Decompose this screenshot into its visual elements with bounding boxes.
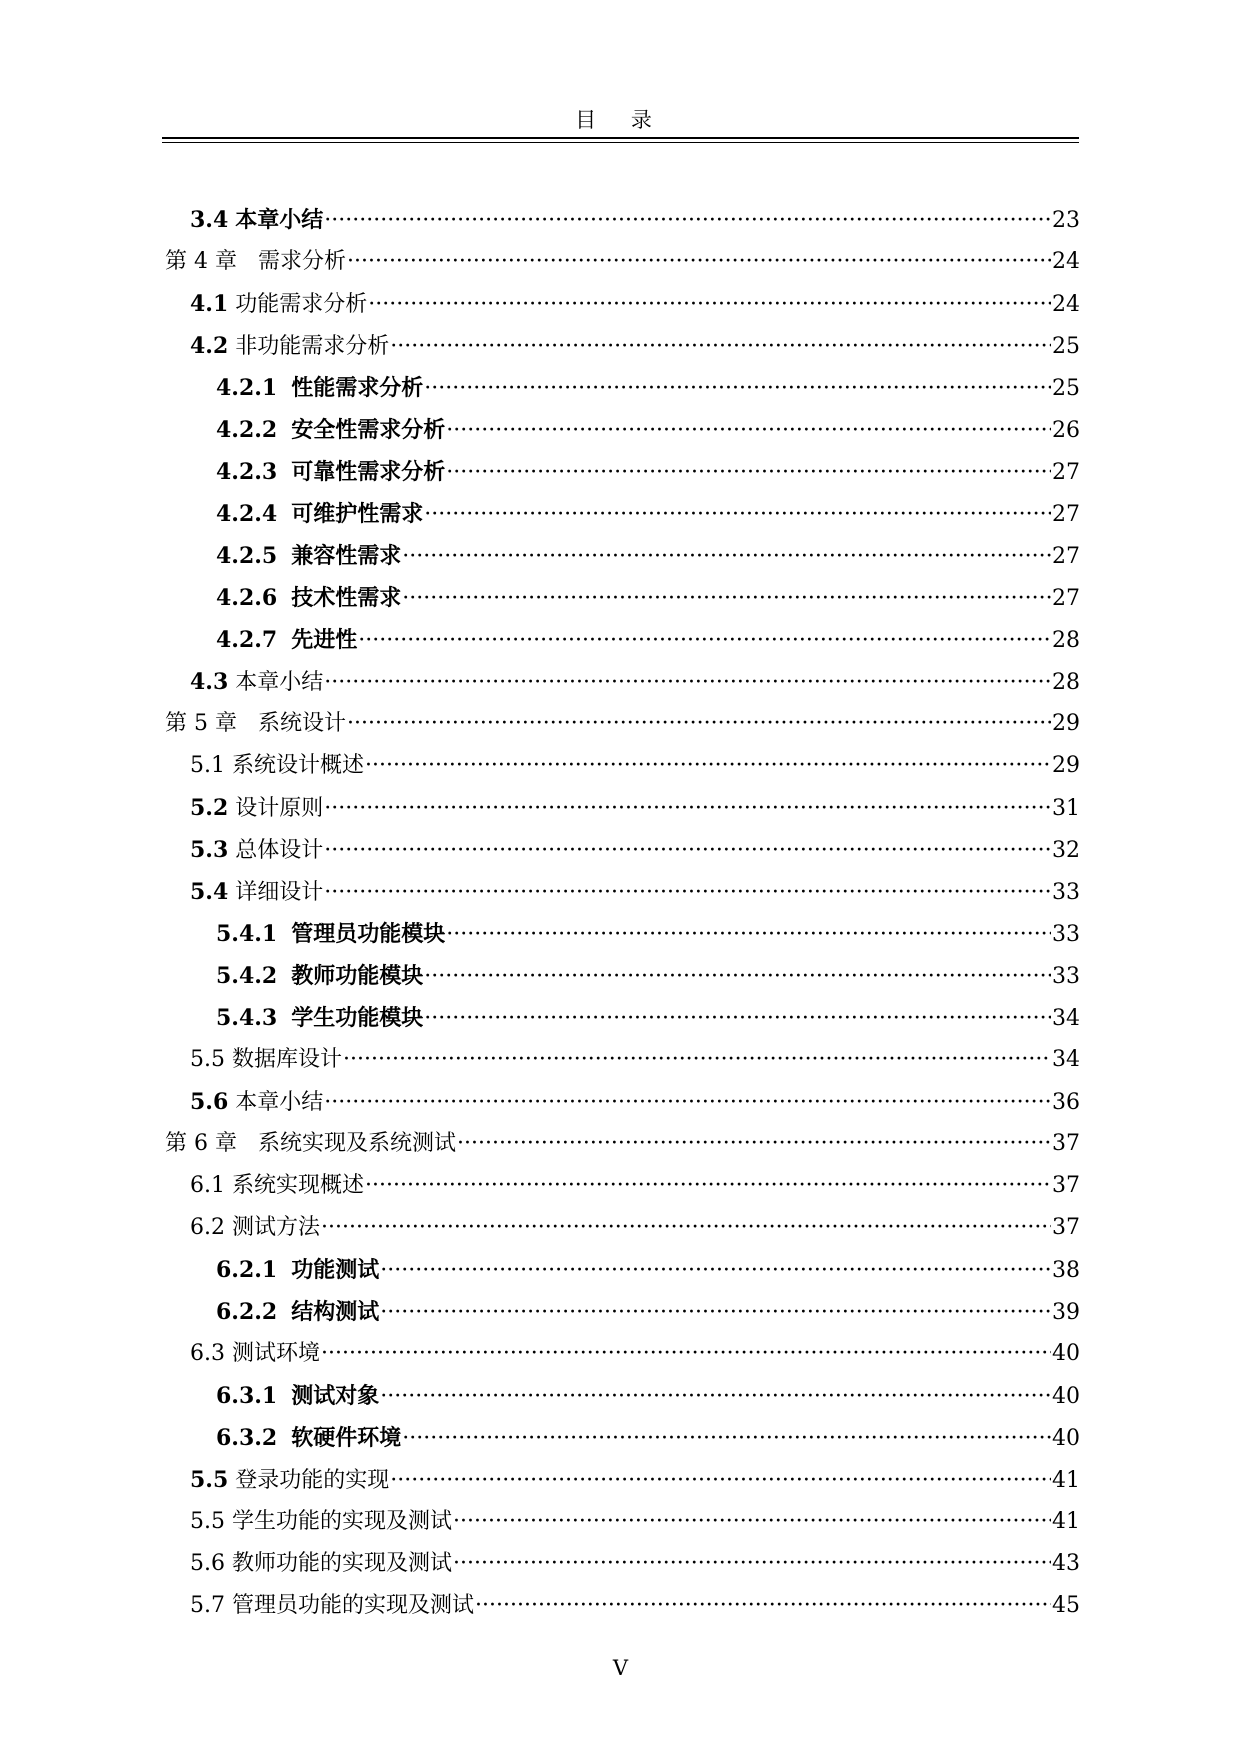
toc-entry-number: 5.3 — [190, 837, 229, 863]
toc-dot-leader — [424, 956, 1051, 998]
toc-entry-spacer — [277, 1418, 291, 1460]
toc-entry-spacer — [225, 1207, 232, 1249]
toc-entry[interactable] — [216, 535, 1080, 577]
toc-entry-spacer — [277, 494, 291, 536]
toc-dot-leader — [324, 830, 1051, 872]
toc-entry-spacer — [277, 452, 291, 494]
toc-entry-spacer — [228, 662, 235, 704]
toc-dot-leader — [365, 1165, 1051, 1207]
toc-entry-page: 37 — [1052, 1131, 1080, 1156]
toc-entry[interactable] — [190, 1165, 1080, 1207]
toc-entry-spacer — [228, 1082, 235, 1124]
toc-entry[interactable] — [216, 1291, 1080, 1333]
toc-entry[interactable] — [190, 325, 1080, 367]
toc-entry-page: 24 — [1052, 292, 1080, 317]
toc-entry[interactable] — [190, 1585, 1080, 1627]
toc-dot-leader — [324, 200, 1051, 242]
toc-entry[interactable] — [190, 1081, 1080, 1123]
toc-entry[interactable] — [190, 1333, 1080, 1375]
toc-entry-spacer — [228, 830, 235, 872]
toc-entry-number: 5.1 — [190, 753, 225, 778]
toc-entry-spacer — [277, 410, 291, 452]
toc-entry-spacer — [228, 872, 235, 914]
toc-entry-number: 第 5 章 — [165, 711, 237, 736]
toc-dot-leader — [347, 703, 1051, 745]
toc-dot-leader — [321, 1207, 1051, 1249]
toc-entry[interactable] — [190, 1459, 1080, 1501]
toc-entry-page: 26 — [1052, 418, 1080, 443]
toc-entry-spacer — [277, 536, 291, 578]
toc-entry-spacer — [228, 200, 235, 242]
toc-entry-title: 功能测试 — [291, 1257, 380, 1283]
toc-entry[interactable] — [216, 913, 1080, 955]
toc-entry-spacer — [228, 326, 235, 368]
toc-entry-spacer — [237, 703, 258, 745]
toc-entry[interactable] — [190, 1207, 1080, 1249]
toc-entry-title: 先进性 — [291, 627, 358, 653]
toc-entry[interactable] — [216, 493, 1080, 535]
toc-entry-page: 27 — [1052, 460, 1080, 485]
toc-entry-page: 23 — [1052, 208, 1080, 233]
toc-entry-page: 34 — [1052, 1006, 1080, 1031]
toc-entry-title: 需求分析 — [257, 249, 346, 274]
toc-entry-number: 6.3.2 — [216, 1425, 278, 1451]
toc-entry-spacer — [277, 1376, 291, 1418]
toc-entry-title: 系统实现及系统测试 — [257, 1131, 456, 1156]
toc-entry[interactable] — [190, 1543, 1080, 1585]
toc-entry-title: 功能需求分析 — [235, 292, 368, 317]
header-rule-thin — [162, 142, 1079, 143]
toc-entry-number: 4.2.5 — [216, 543, 278, 569]
toc-dot-leader — [453, 1543, 1051, 1585]
toc-entry[interactable] — [216, 619, 1080, 661]
toc-entry-number: 5.6 — [190, 1089, 229, 1115]
toc-entry-number: 5.2 — [190, 795, 229, 821]
toc-entry-spacer — [277, 578, 291, 620]
toc-entry-title: 安全性需求分析 — [291, 417, 446, 443]
toc-entry[interactable] — [190, 661, 1080, 703]
toc-entry-spacer — [228, 1460, 235, 1502]
toc-entry-title: 结构测试 — [291, 1299, 380, 1325]
toc-entry[interactable] — [216, 451, 1080, 493]
toc-entry-spacer — [225, 1165, 232, 1207]
toc-entry-title: 非功能需求分析 — [235, 334, 390, 359]
toc-entry-number: 5.4.2 — [216, 963, 278, 989]
toc-entry-title: 数据库设计 — [232, 1047, 343, 1072]
toc-entry-spacer — [228, 788, 235, 830]
toc-entry[interactable] — [216, 1249, 1080, 1291]
toc-entry-number: 6.1 — [190, 1173, 225, 1198]
toc-dot-leader — [324, 662, 1051, 704]
toc-entry-spacer — [277, 998, 291, 1040]
toc-entry-title: 登录功能的实现 — [235, 1468, 390, 1493]
toc-entry-spacer — [225, 1585, 232, 1627]
toc-entry[interactable] — [216, 1375, 1080, 1417]
toc-dot-leader — [390, 1460, 1051, 1502]
toc-entry-title: 测试环境 — [232, 1341, 321, 1366]
toc-entry-page: 29 — [1052, 753, 1080, 778]
toc-entry-page: 34 — [1052, 1047, 1080, 1072]
toc-entry-title: 设计原则 — [235, 796, 324, 821]
running-header-title: 目 录 — [575, 108, 666, 132]
toc-entry-number: 6.2.2 — [216, 1299, 278, 1325]
toc-entry-spacer — [277, 368, 291, 410]
toc-entry-page: 28 — [1052, 670, 1080, 695]
toc-entry[interactable] — [216, 367, 1080, 409]
toc-entry[interactable] — [190, 283, 1080, 325]
toc-dot-leader — [324, 872, 1051, 914]
toc-dot-leader — [321, 1333, 1051, 1375]
toc-entry-title: 可靠性需求分析 — [291, 459, 446, 485]
toc-entry[interactable] — [165, 1123, 1080, 1165]
toc-entry-number: 5.5 — [190, 1509, 225, 1534]
toc-dot-leader — [424, 494, 1051, 536]
toc-entry-number: 6.2.1 — [216, 1257, 278, 1283]
toc-dot-leader — [446, 914, 1051, 956]
toc-entry-title: 兼容性需求 — [291, 543, 402, 569]
toc-entry-title: 性能需求分析 — [291, 375, 424, 401]
toc-entry-spacer — [225, 1543, 232, 1585]
toc-entry-page: 38 — [1052, 1258, 1080, 1283]
toc-entry-page: 37 — [1052, 1173, 1080, 1198]
toc-dot-leader — [347, 241, 1051, 283]
toc-entry[interactable] — [190, 1501, 1080, 1543]
toc-entry-spacer — [277, 620, 291, 662]
toc-entry-title: 详细设计 — [235, 880, 324, 905]
toc-entry-title: 教师功能模块 — [291, 963, 424, 989]
toc-entry-page: 32 — [1052, 838, 1080, 863]
toc-entry-page: 45 — [1052, 1593, 1080, 1618]
toc-entry-page: 43 — [1052, 1551, 1080, 1576]
toc-dot-leader — [402, 1418, 1051, 1460]
toc-dot-leader — [365, 745, 1051, 787]
toc-entry-spacer — [277, 1250, 291, 1292]
toc-entry-title: 本章小结 — [235, 207, 324, 233]
toc-entry-spacer — [225, 1039, 232, 1081]
toc-entry-page: 29 — [1052, 711, 1080, 736]
toc-dot-leader — [368, 284, 1051, 326]
toc-dot-leader — [380, 1292, 1051, 1334]
toc-dot-leader — [402, 536, 1051, 578]
toc-entry-page: 27 — [1052, 502, 1080, 527]
toc-entry-number: 4.1 — [190, 291, 229, 317]
toc-dot-leader — [424, 998, 1051, 1040]
toc-entry-page: 41 — [1052, 1468, 1080, 1493]
toc-entry-number: 第 4 章 — [165, 249, 237, 274]
toc-dot-leader — [453, 1501, 1051, 1543]
toc-entry[interactable] — [165, 703, 1080, 745]
toc-entry-page: 40 — [1052, 1341, 1080, 1366]
toc-entry-title: 测试对象 — [291, 1383, 380, 1409]
page-number: V — [612, 1656, 629, 1680]
toc-dot-leader — [446, 452, 1051, 494]
toc-entry-number: 4.2 — [190, 333, 229, 359]
toc-entry-number: 4.2.3 — [216, 459, 278, 485]
toc-entry-title: 管理员功能模块 — [291, 921, 446, 947]
toc-entry-number: 5.4.3 — [216, 1005, 278, 1031]
toc-entry-page: 33 — [1052, 922, 1080, 947]
toc-entry-title: 学生功能的实现及测试 — [232, 1509, 453, 1534]
toc-entry[interactable] — [216, 409, 1080, 451]
toc-entry-page: 40 — [1052, 1384, 1080, 1409]
toc-dot-leader — [424, 368, 1051, 410]
toc-entry-spacer — [277, 1292, 291, 1334]
toc-entry-number: 4.2.4 — [216, 501, 278, 527]
toc-entry[interactable] — [216, 1417, 1080, 1459]
toc-entry-title: 本章小结 — [235, 1090, 324, 1115]
toc-entry-page: 33 — [1052, 964, 1080, 989]
toc-entry-number: 5.4.1 — [216, 921, 278, 947]
toc-entry-page: 25 — [1052, 376, 1080, 401]
toc-entry-number: 5.5 — [190, 1467, 229, 1493]
toc-entry[interactable] — [190, 829, 1080, 871]
toc-entry-number: 4.2.6 — [216, 585, 278, 611]
toc-entry-page: 28 — [1052, 628, 1080, 653]
toc-entry-number: 5.5 — [190, 1047, 225, 1072]
toc-entry[interactable] — [190, 787, 1080, 829]
toc-entry-title: 教师功能的实现及测试 — [232, 1551, 453, 1576]
toc-entry[interactable] — [190, 871, 1080, 913]
toc-entry-title: 本章小结 — [235, 670, 324, 695]
toc-entry-number: 5.4 — [190, 879, 229, 905]
toc-entry-number: 5.6 — [190, 1551, 225, 1576]
toc-dot-leader — [446, 410, 1051, 452]
toc-entry[interactable] — [216, 577, 1080, 619]
toc-entry-spacer — [277, 914, 291, 956]
toc-entry-title: 系统实现概述 — [232, 1173, 365, 1198]
toc-entry-number: 5.7 — [190, 1593, 225, 1618]
toc-entry-title: 技术性需求 — [291, 585, 402, 611]
toc-entry-title: 可维护性需求 — [291, 501, 424, 527]
toc-entry-number: 4.2.1 — [216, 375, 278, 401]
toc-entry-number: 6.2 — [190, 1215, 225, 1240]
toc-entry-page: 31 — [1052, 796, 1080, 821]
toc-entry-page: 24 — [1052, 249, 1080, 274]
toc-entry[interactable] — [216, 997, 1080, 1039]
toc-dot-leader — [343, 1039, 1051, 1081]
toc-entry-page: 27 — [1052, 586, 1080, 611]
toc-entry-spacer — [237, 1123, 258, 1165]
toc-entry-title: 测试方法 — [232, 1215, 321, 1240]
toc-entry-number: 4.2.2 — [216, 417, 278, 443]
toc-entry[interactable] — [190, 745, 1080, 787]
toc-entry-number: 3.4 — [190, 207, 229, 233]
toc-dot-leader — [457, 1123, 1051, 1165]
toc-dot-leader — [402, 578, 1051, 620]
toc-entry-number: 第 6 章 — [165, 1131, 237, 1156]
toc-entry-title: 系统设计 — [257, 711, 346, 736]
toc-entry-title: 学生功能模块 — [291, 1005, 424, 1031]
toc-entry[interactable] — [216, 955, 1080, 997]
toc-entry-page: 27 — [1052, 544, 1080, 569]
toc-dot-leader — [380, 1250, 1051, 1292]
toc-entry-page: 40 — [1052, 1426, 1080, 1451]
toc-entry-number: 4.2.7 — [216, 627, 278, 653]
toc-entry-spacer — [228, 284, 235, 326]
toc-entry-title: 软硬件环境 — [291, 1425, 402, 1451]
toc-entry-spacer — [225, 1501, 232, 1543]
toc-entry-page: 33 — [1052, 880, 1080, 905]
toc-entry-title: 系统设计概述 — [232, 753, 365, 778]
toc-entry-number: 6.3.1 — [216, 1383, 278, 1409]
toc-entry-spacer — [225, 745, 232, 787]
toc-entry-page: 25 — [1052, 334, 1080, 359]
toc-entry-title: 管理员功能的实现及测试 — [232, 1593, 475, 1618]
toc-entry-title: 总体设计 — [235, 838, 324, 863]
toc-entry-number: 4.3 — [190, 669, 229, 695]
toc-entry[interactable] — [165, 241, 1080, 283]
toc-dot-leader — [324, 788, 1051, 830]
toc-entry-spacer — [277, 956, 291, 998]
toc-entry-number: 6.3 — [190, 1341, 225, 1366]
toc-entry-spacer — [225, 1333, 232, 1375]
toc-entry[interactable] — [190, 1039, 1080, 1081]
toc-entry-page: 36 — [1052, 1090, 1080, 1115]
toc-dot-leader — [390, 326, 1051, 368]
toc-dot-leader — [324, 1082, 1051, 1124]
header-rule-thick — [162, 137, 1079, 139]
toc-entry-spacer — [237, 241, 258, 283]
toc-entry-page: 41 — [1052, 1509, 1080, 1534]
toc-dot-leader — [358, 620, 1051, 662]
toc-dot-leader — [380, 1376, 1051, 1418]
toc-entry-page: 37 — [1052, 1215, 1080, 1240]
toc-entry[interactable] — [190, 199, 1080, 241]
toc-dot-leader — [475, 1585, 1051, 1627]
toc-entry-page: 39 — [1052, 1300, 1080, 1325]
